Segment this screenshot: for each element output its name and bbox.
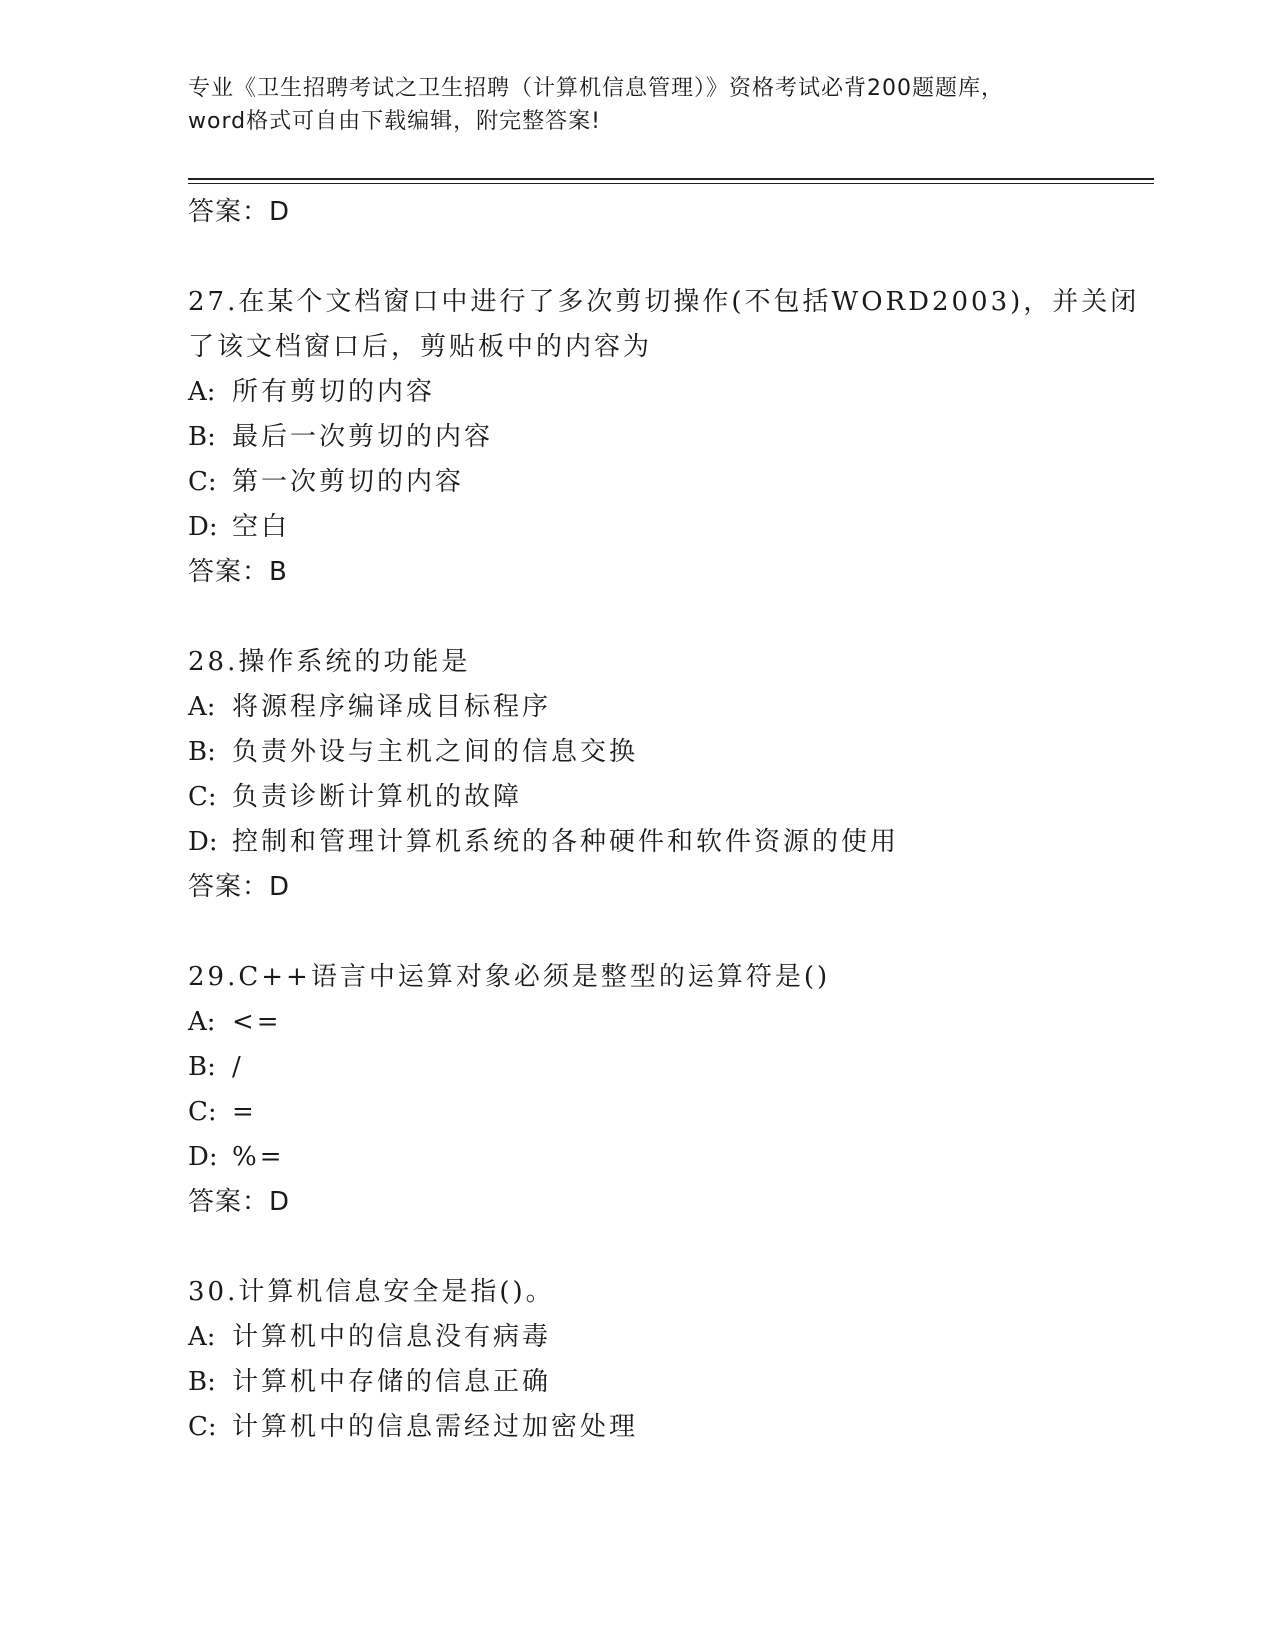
option-b — [188, 730, 1148, 775]
spacer — [188, 235, 1148, 280]
option-label: B: — [188, 422, 216, 452]
option-b — [188, 1360, 1148, 1405]
option-c — [188, 460, 1148, 505]
option-a — [188, 1000, 1148, 1045]
page-header — [188, 72, 1088, 138]
header-divider-thin — [188, 183, 1154, 184]
option-text: 计算机中的信息没有病毒 — [232, 1322, 552, 1352]
question-27 — [188, 280, 1148, 595]
option-text: 所有剪切的内容 — [232, 377, 436, 407]
option-b — [188, 415, 1148, 460]
option-d — [188, 505, 1148, 550]
question-text: 27.在某个文档窗口中进行了多次剪切操作(不包括WORD2003)，并关闭 — [188, 287, 1140, 317]
option-c — [188, 1405, 1148, 1450]
option-c — [188, 775, 1148, 820]
option-label: D: — [188, 827, 218, 857]
option-label: B: — [188, 737, 216, 767]
option-label: A: — [188, 1322, 216, 1352]
spacer — [188, 595, 1148, 640]
header-divider-thick — [188, 178, 1154, 180]
option-text: <= — [232, 1007, 282, 1037]
option-text: 计算机中的信息需经过加密处理 — [232, 1412, 639, 1442]
option-label: C: — [188, 782, 217, 812]
question-text: 29.C++语言中运算对象必须是整型的运算符是() — [188, 962, 831, 992]
question-29 — [188, 955, 1148, 1225]
header-line-2: word格式可自由下载编辑，附完整答案! — [188, 109, 601, 134]
option-label: C: — [188, 1412, 217, 1442]
option-label: B: — [188, 1052, 216, 1082]
question-text-continued: 了该文档窗口后，剪贴板中的内容为 — [188, 332, 653, 362]
option-a — [188, 1315, 1148, 1360]
option-text: / — [232, 1052, 244, 1082]
option-label: C: — [188, 467, 217, 497]
question-30 — [188, 1270, 1148, 1450]
answer-line: 答案：D — [188, 197, 291, 227]
spacer — [188, 1225, 1148, 1270]
option-label: A: — [188, 1007, 216, 1037]
option-d — [188, 1135, 1148, 1180]
option-text: 最后一次剪切的内容 — [232, 422, 494, 452]
option-b — [188, 1045, 1148, 1090]
option-label: A: — [188, 692, 216, 722]
option-d — [188, 820, 1148, 865]
question-text: 30.计算机信息安全是指()。 — [188, 1277, 555, 1307]
question-28 — [188, 640, 1148, 910]
question-text: 28.操作系统的功能是 — [188, 647, 471, 677]
answer-line: 答案：D — [188, 1187, 291, 1217]
option-text: 空白 — [232, 512, 291, 542]
answer-line: 答案：D — [188, 872, 291, 902]
option-label: D: — [188, 1142, 218, 1172]
option-label: C: — [188, 1097, 217, 1127]
option-label: B: — [188, 1367, 216, 1397]
option-text: 负责诊断计算机的故障 — [232, 782, 523, 812]
option-text: %= — [232, 1142, 285, 1172]
option-text: 计算机中存储的信息正确 — [232, 1367, 552, 1397]
option-a — [188, 370, 1148, 415]
option-text: = — [232, 1097, 257, 1127]
spacer — [188, 910, 1148, 955]
option-label: A: — [188, 377, 216, 407]
answer-line: 答案：B — [188, 557, 288, 587]
question-list — [188, 190, 1148, 1450]
option-label: D: — [188, 512, 218, 542]
option-text: 第一次剪切的内容 — [232, 467, 465, 497]
option-text: 负责外设与主机之间的信息交换 — [232, 737, 639, 767]
header-line-1: 专业《卫生招聘考试之卫生招聘（计算机信息管理）》资格考试必背200题题库， — [188, 76, 1004, 101]
option-c — [188, 1090, 1148, 1135]
option-a — [188, 685, 1148, 730]
option-text: 控制和管理计算机系统的各种硬件和软件资源的使用 — [232, 827, 900, 857]
option-text: 将源程序编译成目标程序 — [232, 692, 552, 722]
